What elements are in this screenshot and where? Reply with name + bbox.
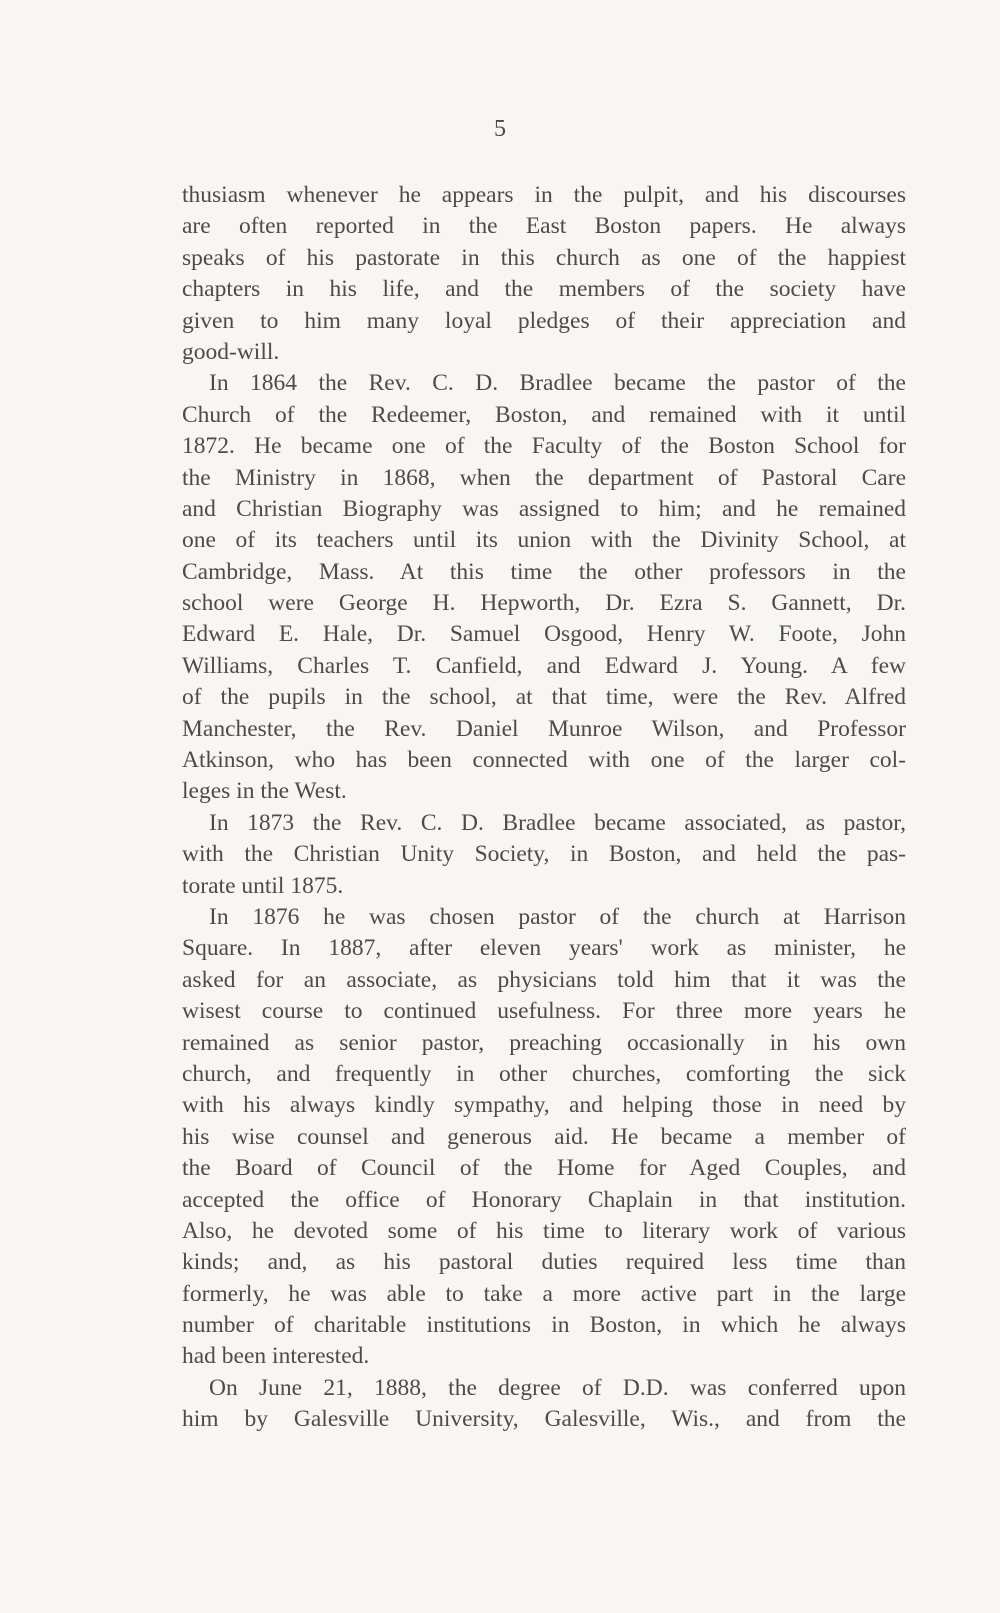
text-line: him by Galesville University, Galesville, Wis., and from the [182,1406,906,1433]
text-line: Church of the Redeemer, Boston, and remained with it until [182,401,906,428]
text-line: and Christian Biography was assigned to him; and he remained [182,495,906,522]
body-text [182,180,906,1436]
text-line: In 1864 the Rev. C. D. Bradlee became the pastor of the [209,370,906,397]
text-line: Square. In 1887, after eleven years' work as minister, he [182,935,906,962]
text-line: accepted the office of Honorary Chaplain in that institution. [182,1186,906,1213]
text-line: Cambridge, Mass. At this time the other professors in the [182,558,906,585]
text-line: Atkinson, who has been connected with one of the larger col- [182,747,906,774]
text-line: leges in the West. [182,778,347,805]
text-line: asked for an associate, as physicians told him that it was the [182,966,906,993]
text-line: formerly, he was able to take a more active part in the large [182,1280,906,1307]
text-line: On June 21, 1888, the degree of D.D. was conferred upon [209,1374,906,1401]
text-line: school were George H. Hepworth, Dr. Ezra S. Gannett, Dr. [182,590,906,617]
text-line: torate until 1875. [182,872,344,899]
text-line: speaks of his pastorate in this church as one of the happiest [182,244,906,271]
text-line: good-will. [182,338,280,365]
text-line: chapters in his life, and the members of the society have [182,276,906,303]
text-line: given to him many loyal pledges of their appreciation and [182,307,906,334]
text-line: are often reported in the East Boston papers. He always [182,213,906,240]
page-number: 5 [494,116,506,142]
text-line: In 1876 he was chosen pastor of the church at Harrison [209,903,906,930]
text-line: number of charitable institutions in Boston, in which he always [182,1312,906,1339]
text-line: the Ministry in 1868, when the department of Pastoral Care [182,464,906,491]
text-line: Edward E. Hale, Dr. Samuel Osgood, Henry W. Foote, John [182,621,906,648]
text-line: of the pupils in the school, at that time, were the Rev. Alfred [182,684,906,711]
text-line: remained as senior pastor, preaching occasionally in his own [182,1029,906,1056]
text-line: wisest course to continued usefulness. For three more years he [182,998,906,1025]
text-line: with his always kindly sympathy, and helping those in need by [182,1092,906,1119]
text-line: one of its teachers until its union with the Divinity School, at [182,527,906,554]
text-line: 1872. He became one of the Faculty of the Boston School for [182,433,906,460]
text-line: with the Christian Unity Society, in Boston, and held the pas- [182,841,906,868]
text-line: Also, he devoted some of his time to literary work of various [182,1217,906,1244]
text-line: Manchester, the Rev. Daniel Munroe Wilson, and Professor [182,715,906,742]
text-line: his wise counsel and generous aid. He became a member of [182,1123,906,1150]
text-line: church, and frequently in other churches, comforting the sick [182,1060,906,1087]
text-line: In 1873 the Rev. C. D. Bradlee became associated, as pastor, [209,809,906,836]
text-line: the Board of Council of the Home for Aged Couples, and [182,1155,906,1182]
text-line: Williams, Charles T. Canfield, and Edward J. Young. A few [182,652,906,679]
text-line: kinds; and, as his pastoral duties required less time than [182,1249,906,1276]
text-line: had been interested. [182,1343,370,1370]
text-line: thusiasm whenever he appears in the pulpit, and his discourses [182,182,906,208]
